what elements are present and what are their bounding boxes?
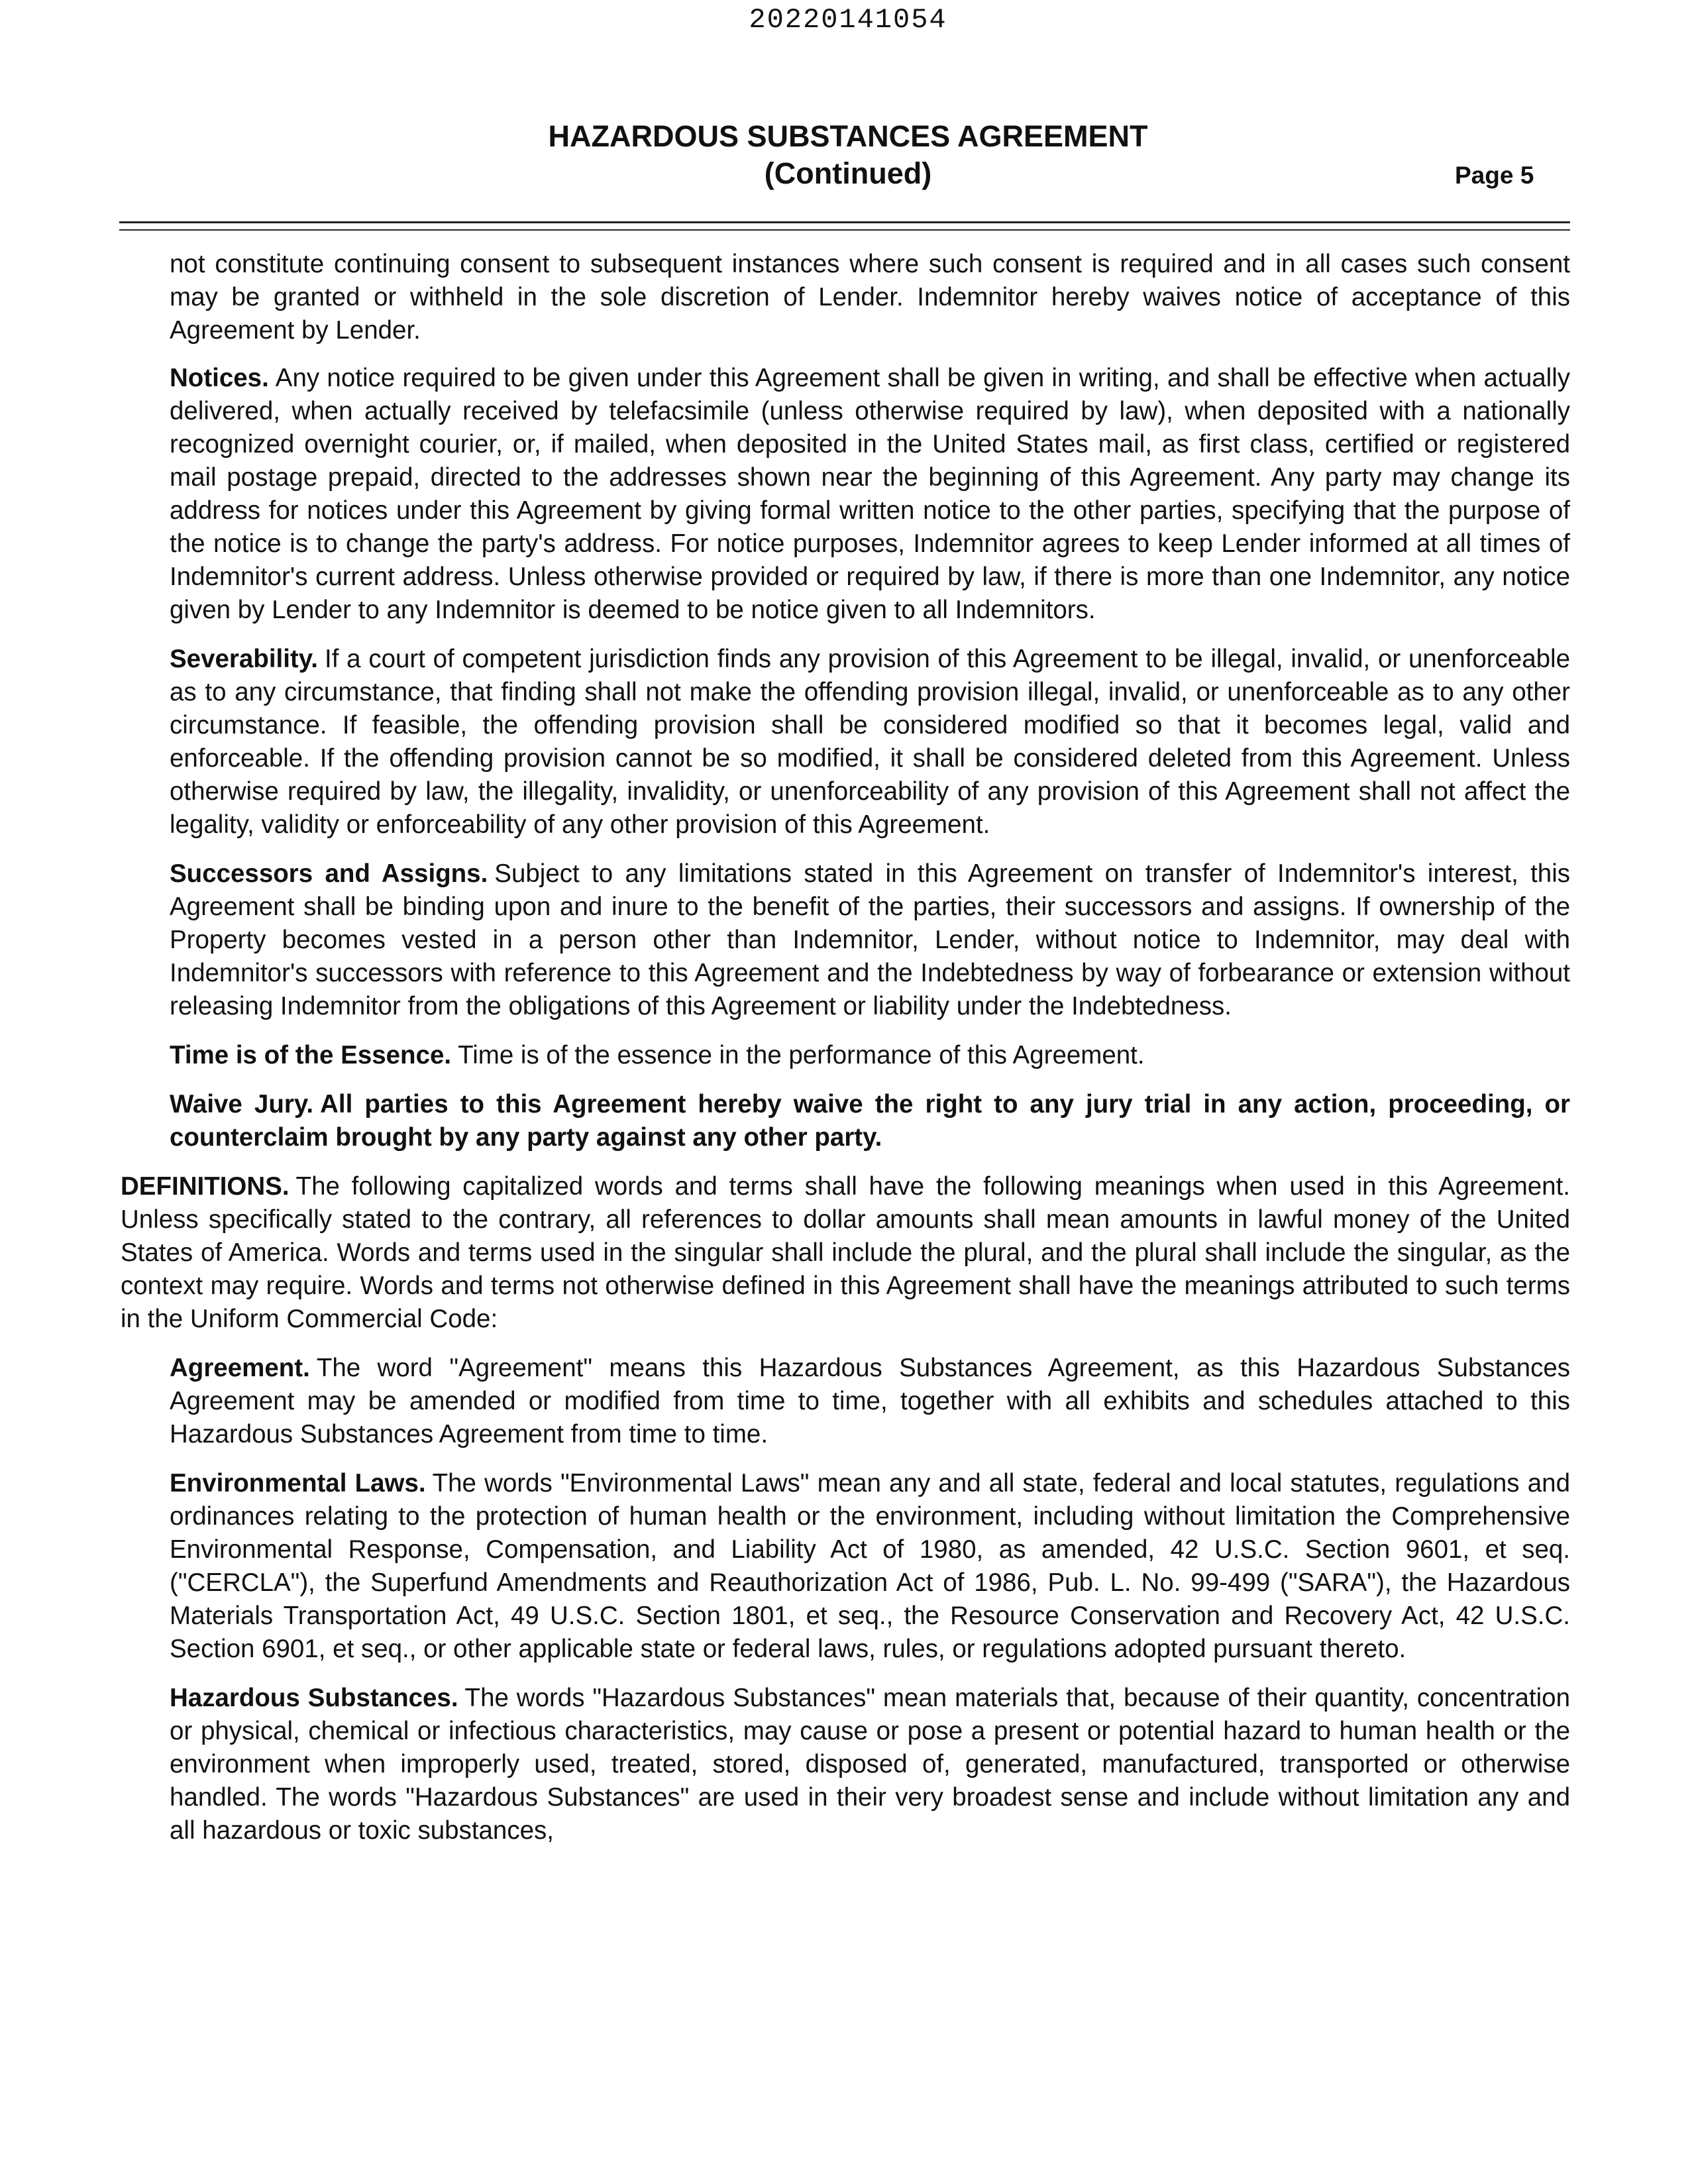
definition-label: Hazardous Substances.	[170, 1684, 458, 1712]
section-successors	[170, 857, 1570, 1023]
section-text: The following capitalized words and terms shall have the following meanings when used in this Agreement. Unless specifically stated to the contrary, all references to dollar amounts shall mean amounts in lawful money of the United States of America. Words and terms used in the singular shall include the plural, and the plural shall include the singular, as the context may require. Words and terms not otherwise defined in this Agreement shall have the meanings attributed to such terms in the Uniform Commercial Code:	[121, 1172, 1570, 1333]
section-text: If a court of competent jurisdiction finds any provision of this Agreement to be illegal, invalid, or unenforceable as to any circumstance, that finding shall not make the offending provision illegal, invalid, or unenforceable as to any other circumstance. If feasible, the offending provision shall be considered modified so that it becomes legal, valid and enforceable. If the offending provision cannot be so modified, it shall be considered deleted from this Agreement. Unless otherwise required by law, the illegality, invalidity, or unenforceability of any provision of this Agreement shall not affect the legality, validity or enforceability of any other provision of this Agreement.	[170, 645, 1570, 839]
header-divider-secondary	[119, 229, 1570, 231]
definition-hazardous-substances	[170, 1682, 1570, 1847]
section-definitions	[121, 1170, 1570, 1336]
document-number: 20220141054	[749, 4, 947, 36]
header-divider	[119, 221, 1570, 223]
page-number: Page 5	[1455, 162, 1534, 189]
definition-environmental-laws	[170, 1467, 1570, 1666]
section-notices	[170, 362, 1570, 627]
section-label: Time is of the Essence.	[170, 1041, 452, 1069]
section-time-essence	[170, 1039, 1570, 1072]
document-title: HAZARDOUS SUBSTANCES AGREEMENT	[548, 119, 1148, 153]
definition-label: Agreement.	[170, 1354, 310, 1382]
section-waive-jury	[170, 1088, 1570, 1154]
section-label: Successors and Assigns.	[170, 859, 488, 888]
section-text: Any notice required to be given under this Agreement shall be given in writing, and shall be effective when actually delivered, when actually received by telefacsimile (unless otherwise required by law), when deposited with a nationally recognized overnight courier, or, if mailed, when deposited in the United States mail, as first class, certified or registered mail postage prepaid, directed to the addresses shown near the beginning of this Agreement. Any party may change its address for notices under this Agreement by giving formal written notice to the other parties, specifying that the purpose of the notice is to change the party's address. For notice purposes, Indemnitor agrees to keep Lender informed at all times of Indemnitor's current address. Unless otherwise provided or required by law, if there is more than one Indemnitor, any notice given by Lender to any Indemnitor is deemed to be notice given to all Indemnitors.	[170, 364, 1570, 624]
section-severability	[170, 643, 1570, 842]
section-text: All parties to this Agreement hereby waive the right to any jury trial in any action, proceeding, or counterclaim brought by any party against any other party.	[170, 1090, 1570, 1152]
section-label: Notices.	[170, 364, 269, 392]
section-label: Severability.	[170, 645, 318, 673]
definition-agreement	[170, 1352, 1570, 1451]
section-label: DEFINITIONS.	[121, 1172, 290, 1201]
definition-label: Environmental Laws.	[170, 1469, 426, 1498]
definition-text: The word "Agreement" means this Hazardous Substances Agreement, as this Hazardous Substances Agreement may be amended or modified from time to time, together with all exhibits and schedules attached to this Hazardous Substances Agreement from time to time.	[170, 1354, 1570, 1448]
section-text: Subject to any limitations stated in this Agreement on transfer of Indemnitor's interest, this Agreement shall be binding upon and inure to the benefit of the parties, their successors and assigns. If ownership of the Property becomes vested in a person other than Indemnitor, Lender, without notice to Indemnitor, may deal with Indemnitor's successors with reference to this Agreement and the Indebtedness by way of forbearance or extension without releasing Indemnitor from the obligations of this Agreement or liability under the Indebtedness.	[170, 859, 1570, 1020]
document-subtitle: (Continued)	[764, 156, 932, 190]
document-body	[121, 248, 1571, 1863]
continuation-paragraph: not constitute continuing consent to subsequent instances where such consent is required and in all cases such consent may be granted or withheld in the sole discretion of Lender. Indemnitor hereby waives notice of acceptance of this Agreement by Lender.	[170, 250, 1570, 345]
section-label: Waive Jury.	[170, 1090, 314, 1119]
section-text: Time is of the essence in the performance of this Agreement.	[458, 1041, 1145, 1069]
definition-text: The words "Environmental Laws" mean any and all state, federal and local statutes, regulations and ordinances relating to the protection of human health or the environment, including without limitation the Comprehensive Environmental Response, Compensation, and Liability Act of 1980, as amended, 42 U.S.C. Section 9601, et seq. ("CERCLA"), the Superfund Amendments and Reauthorization Act of 1986, Pub. L. No. 99-499 ("SARA"), the Hazardous Materials Transportation Act, 49 U.S.C. Section 1801, et seq., the Resource Conservation and Recovery Act, 42 U.S.C. Section 6901, et seq., or other applicable state or federal laws, rules, or regulations adopted pursuant thereto.	[170, 1469, 1570, 1663]
definition-text: The words "Hazardous Substances" mean materials that, because of their quantity, concentration or physical, chemical or infectious characteristics, may cause or pose a present or potential hazard to human health or the environment when improperly used, treated, stored, disposed of, generated, manufactured, transported or otherwise handled. The words "Hazardous Substances" are used in their very broadest sense and include without limitation any and all hazardous or toxic substances,	[170, 1684, 1571, 1845]
